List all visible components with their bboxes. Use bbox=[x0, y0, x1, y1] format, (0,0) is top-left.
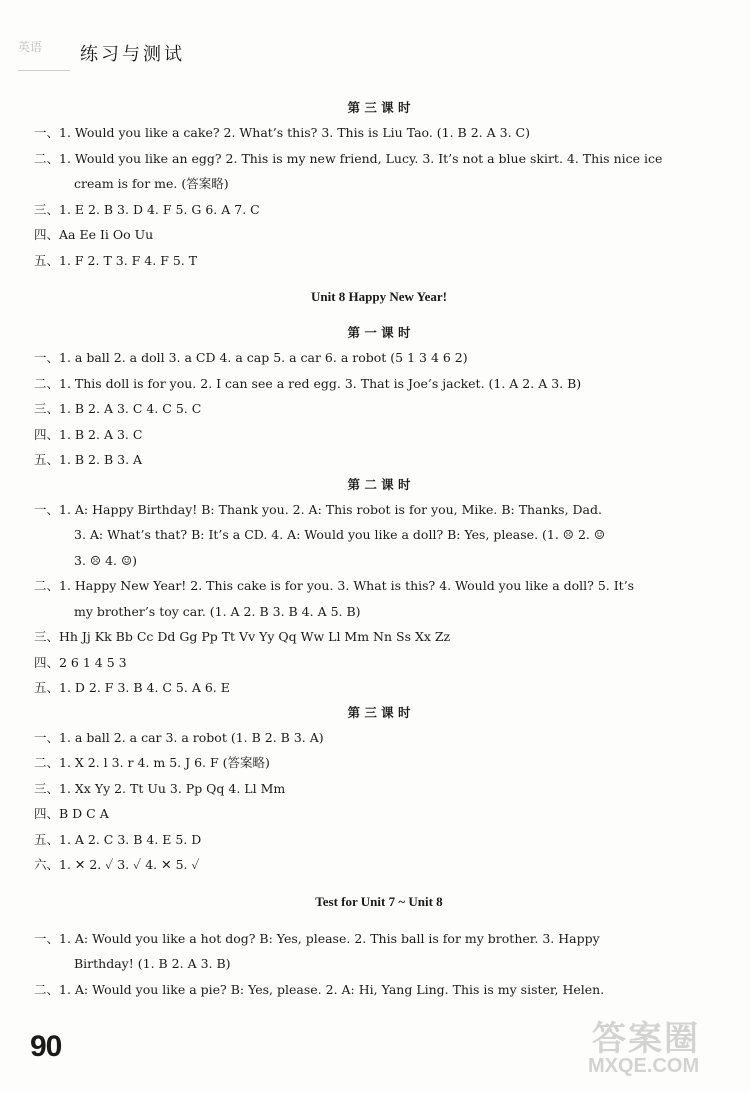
answer-line: 三、1. Xx Yy 2. Tt Uu 3. Pp Qq 4. Ll Mm bbox=[34, 780, 286, 796]
answer-line: 五、1. A 2. C 3. B 4. E 5. D bbox=[34, 831, 202, 847]
answer-line: 六、1. ✕ 2. ✓ 3. ✓ 4. ✕ 5. ✓ bbox=[34, 857, 200, 872]
answer-line: 一、1. A: Would you like a hot dog? B: Yes, please. 2. This ball is for my brother. 3. Happy bbox=[34, 930, 600, 946]
lesson-heading: 第 二 课 时 bbox=[347, 476, 411, 492]
answer-line: 四、Aa Ee Ii Oo Uu bbox=[34, 227, 154, 242]
answer-line-continued: cream is for me. (答案略) bbox=[74, 176, 229, 191]
watermark-url: MXQE.COM bbox=[588, 1055, 700, 1077]
answer-line: 三、1. B 2. A 3. C 4. C 5. C bbox=[34, 401, 202, 416]
lesson-heading: 第 三 课 时 bbox=[347, 100, 411, 115]
unit-heading: Test for Unit 7 ~ Unit 8 bbox=[315, 893, 443, 909]
answer-line: 一、1. a ball 2. a doll 3. a CD 4. a cap 5. a car 6. a robot (5 1 3 4 6 2) bbox=[34, 350, 468, 365]
answer-line: 四、B D C A bbox=[34, 806, 109, 821]
answer-line: 四、2 6 1 4 5 3 bbox=[34, 654, 127, 670]
answer-line: 一、1. A: Happy Birthday! B: Thank you. 2. A: This robot is for you, Mike. B: Thanks, Dad. bbox=[34, 501, 602, 517]
answer-line: 五、1. D 2. F 3. B 4. C 5. A 6. E bbox=[34, 680, 230, 695]
answer-line: 二、1. A: Would you like a pie? B: Yes, please. 2. A: Hi, Yang Ling. This is my sister, Helen. bbox=[34, 981, 605, 997]
lesson-heading: 第 一 课 时 bbox=[347, 325, 411, 340]
answer-line: 二、1. X 2. l 3. r 4. m 5. J 6. F (答案略) bbox=[34, 755, 270, 770]
unit-heading: Unit 8 Happy New Year! bbox=[310, 289, 447, 304]
answer-content bbox=[34, 96, 724, 1002]
answer-line: 五、1. B 2. B 3. A bbox=[34, 452, 143, 467]
watermark-logo-text: 答案圈 bbox=[592, 1019, 700, 1059]
answer-line: 一、1. a ball 2. a car 3. a robot (1. B 2. B 3. A) bbox=[34, 729, 324, 745]
answer-line-continued: 3. ☹ 4. ☺) bbox=[74, 552, 138, 568]
answer-line: 三、1. E 2. B 3. D 4. F 5. G 6. A 7. C bbox=[34, 201, 260, 217]
answer-line-continued: Birthday! (1. B 2. A 3. B) bbox=[74, 956, 231, 971]
answer-line: 一、1. Would you like a cake? 2. What’s this? 3. This is Liu Tao. (1. B 2. A 3. C) bbox=[34, 125, 530, 140]
answer-line-continued: my brother’s toy car. (1. A 2. B 3. B 4. A 5. B) bbox=[74, 603, 361, 619]
answer-line: 二、1. Happy New Year! 2. This cake is for you. 3. What is this? 4. Would you like a doll? 5. It’s bbox=[34, 578, 635, 593]
answer-line: 二、1. This doll is for you. 2. I can see a red egg. 3. That is Joe’s jacket. (1. A 2. A 3. B) bbox=[34, 375, 582, 391]
answer-line: 二、1. Would you like an egg? 2. This is my new friend, Lucy. 3. It’s not a blue skirt. 4. This nice ice bbox=[34, 150, 663, 166]
answer-line: 三、Hh Jj Kk Bb Cc Dd Gg Pp Tt Vv Yy Qq Ww Ll Mm Nn Ss Xx Zz bbox=[34, 629, 451, 644]
subject-label: 英语 bbox=[18, 40, 43, 54]
header-rule bbox=[18, 70, 70, 71]
answer-line-continued: 3. A: What’s that? B: It’s a CD. 4. A: Would you like a doll? B: Yes, please. (1. ☹ 2. ☺ bbox=[74, 527, 606, 542]
answer-line: 四、1. B 2. A 3. C bbox=[34, 426, 143, 442]
page-number: 90 bbox=[30, 1030, 62, 1063]
answer-line: 五、1. F 2. T 3. F 4. F 5. T bbox=[34, 252, 198, 268]
lesson-heading: 第 三 课 时 bbox=[347, 704, 411, 720]
site-watermark bbox=[588, 1011, 738, 1081]
book-title: 练习与测试 bbox=[80, 44, 185, 65]
